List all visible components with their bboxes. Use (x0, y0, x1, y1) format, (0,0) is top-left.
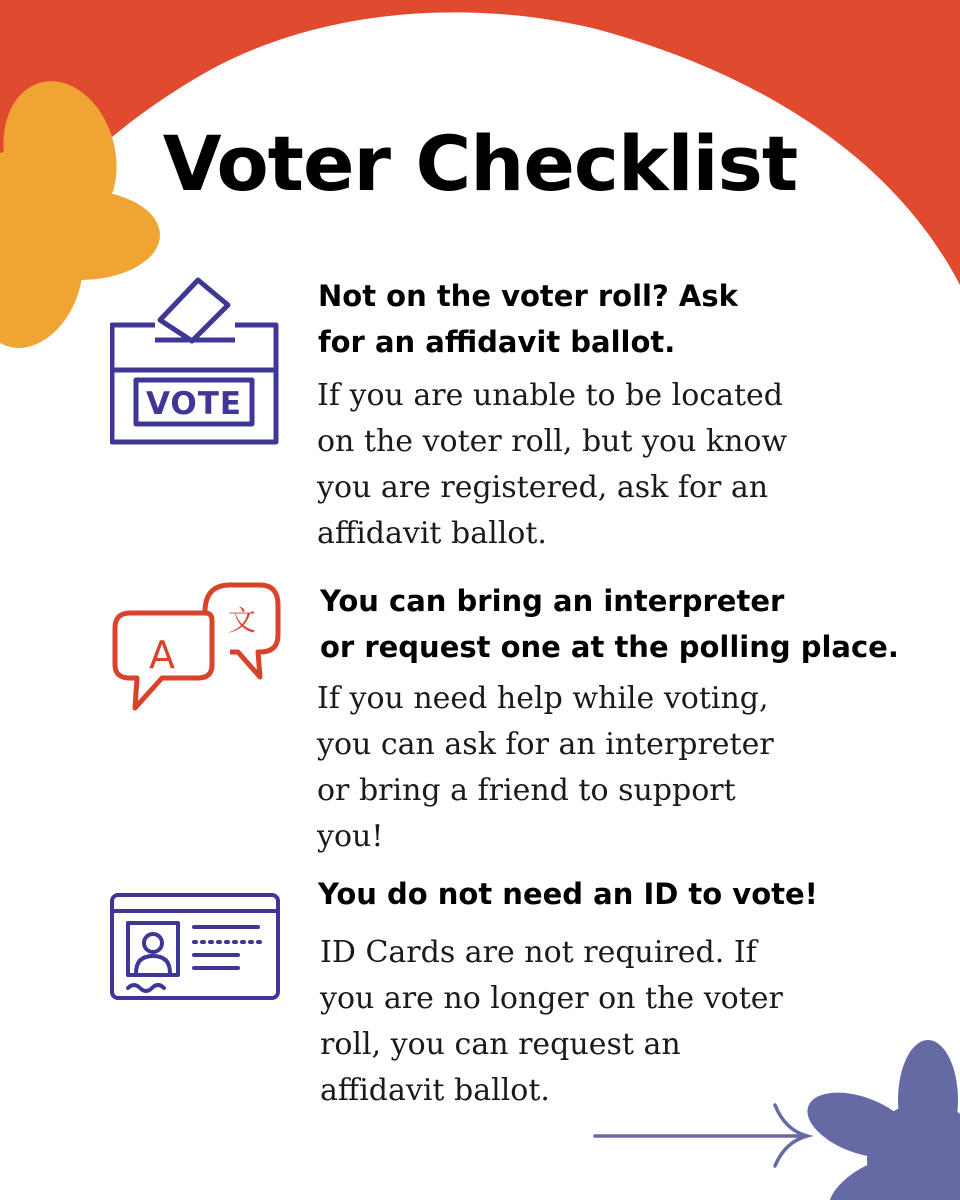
item-body-interpreter (317, 676, 774, 860)
translation-icon (110, 580, 282, 715)
heading-line: or request one at the polling place. (320, 630, 899, 664)
purple-flower-shape (799, 1040, 960, 1200)
heading-line: You do not need an ID to vote! (318, 877, 818, 911)
letter-a-glyph: A (149, 633, 175, 677)
id-card-icon (110, 893, 280, 1000)
item-body-id (320, 930, 783, 1114)
body-line: affidavit ballot. (320, 1073, 550, 1108)
chinese-character-glyph: 文 (227, 604, 257, 637)
body-line: you are registered, ask for an (317, 470, 769, 505)
body-line: ID Cards are not required. If (320, 935, 757, 970)
item-body-affidavit (317, 373, 787, 557)
arrow-right-icon (590, 1100, 815, 1170)
body-line: affidavit ballot. (317, 516, 547, 551)
body-line: If you are unable to be located (317, 378, 783, 413)
item-heading-interpreter (320, 578, 899, 670)
body-line: you! (317, 819, 384, 854)
body-line: you are no longer on the voter (320, 981, 783, 1016)
page-title: Voter Checklist (162, 119, 798, 208)
ballot-box-icon (110, 275, 282, 445)
body-line: or bring a friend to support (317, 773, 736, 808)
item-heading-affidavit (318, 273, 738, 365)
item-heading-id (318, 871, 818, 917)
body-line: on the voter roll, but you know (317, 424, 788, 459)
heading-line: for an affidavit ballot. (318, 325, 676, 359)
heading-line: Not on the voter roll? Ask (318, 279, 738, 313)
body-line: roll, you can request an (320, 1027, 681, 1062)
vote-label: VOTE (145, 386, 243, 422)
body-line: If you need help while voting, (317, 681, 769, 716)
body-line: you can ask for an interpreter (317, 727, 774, 762)
heading-line: You can bring an interpreter (320, 584, 785, 618)
